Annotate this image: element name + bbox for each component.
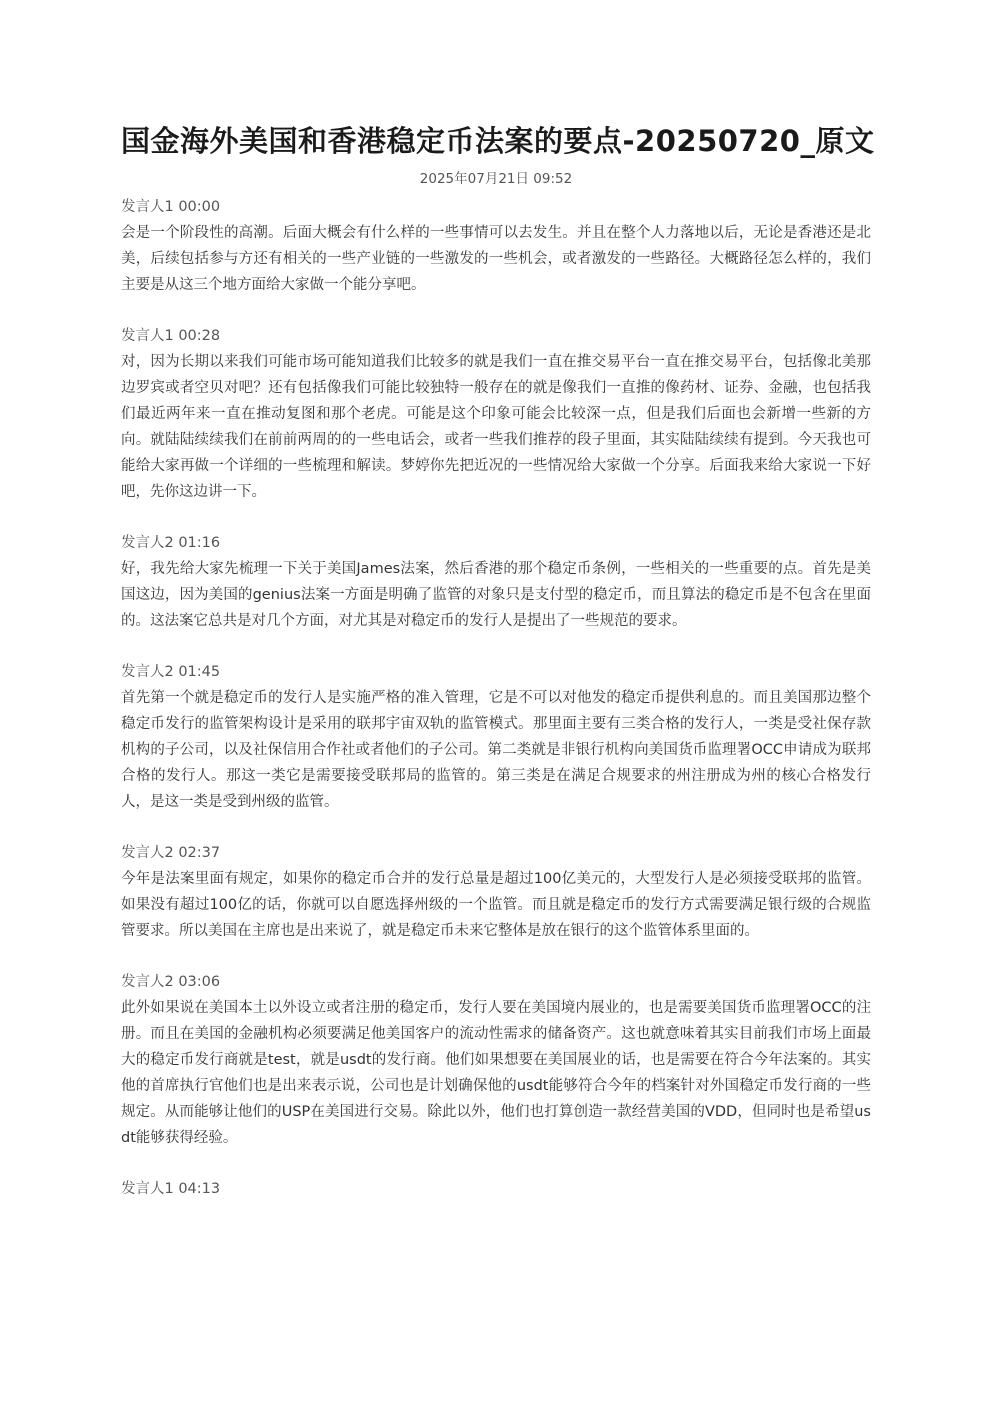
speaker-timestamp: 发言人1 00:00 [121,199,221,215]
speaker-timestamp: 发言人2 01:16 [121,535,221,551]
speech-text: 好，我先给大家先梳理一下关于美国James法案，然后香港的那个稳定币条例，一些相关的一些重要的点。首先是美国这边，因为美国的genius法案一方面是明确了监管的对象只是支付型的稳定币，而且算法的稳定币是不包含在里面的。这法案它总共是对几个方面，对尤其是对稳定币的发行人是提出了一些规范的要求。 [121,561,871,629]
speech-text: 会是一个阶段性的高潮。后面大概会有什么样的一些事情可以去发生。并且在整个人力落地以后，无论是香港还是北美，后续包括参与方还有相关的一些产业链的一些激发的一些机会，或者激发的一些路径。大概路径怎么样的，我们主要是从这三个地方面给大家做一个能分享吧。 [121,225,871,293]
transcript-segment [121,1176,871,1202]
speech-text: 今年是法案里面有规定，如果你的稳定币合并的发行总量是超过100亿美元的，大型发行人是必须接受联邦的监管。如果没有超过100亿的话，你就可以自愿选择州级的一个监管。而且就是稳定币的发行方式需要满足银行级的合规监管要求。所以美国在主席也是出来说了，就是稳定币未来它整体是放在银行的这个监管体系里面的。 [121,871,871,939]
transcript-segment [121,323,871,505]
document-title: 国金海外美国和香港稳定币法案的要点-20250720_原文 [121,124,875,158]
transcript-segment [121,194,871,298]
transcript [121,194,871,1202]
speech-text: 对，因为长期以来我们可能市场可能知道我们比较多的就是我们一直在推交易平台一直在推交易平台，包括像北美那边罗宾或者空贝对吧？还有包括像我们可能比较独特一般存在的就是像我们一直推的像药材、证券、金融，也包括我们最近两年来一直在推动复图和那个老虎。可能是这个印象可能会比较深一点，但是我们后面也会新增一些新的方向。就陆陆续续我们在前前两周的的一些电话会，或者一些我们推荐的段子里面，其实陆陆续续有提到。今天我也可能给大家再做一个详细的一些梳理和解读。梦婷你先把近况的一些情况给大家做一个分享。后面我来给大家说一下好吧，先你这边讲一下。 [121,354,871,500]
speech-text: 首先第一个就是稳定币的发行人是实施严格的准入管理，它是不可以对他发的稳定币提供利息的。而且美国那边整个稳定币发行的监管架构设计是采用的联邦宇宙双轨的监管模式。那里面主要有三类合格的发行人，一类是受社保存款机构的子公司，以及社保信用合作社或者他们的子公司。第二类就是非银行机构向美国货币监理署OCC申请成为联邦合格的发行人。那这一类它是需要接受联邦局的监管的。第三类是在满足合规要求的州注册成为州的核心合格发行人，是这一类是受到州级的监管。 [121,690,871,810]
speaker-timestamp: 发言人2 03:06 [121,974,221,990]
transcript-segment [121,659,871,815]
speaker-timestamp: 发言人2 01:45 [121,664,221,680]
transcript-segment [121,840,871,944]
document-date: 2025年07月21日 09:52 [419,171,573,187]
speaker-timestamp: 发言人1 04:13 [121,1181,221,1197]
transcript-segment [121,530,871,634]
document-page [121,120,875,1227]
transcript-segment [121,969,871,1151]
speaker-timestamp: 发言人2 02:37 [121,845,221,861]
speech-text: 此外如果说在美国本土以外设立或者注册的稳定币，发行人要在美国境内展业的，也是需要美国货币监理署OCC的注册。而且在美国的金融机构必须要满足他美国客户的流动性需求的储备资产。这也就意味着其实目前我们市场上面最大的稳定币发行商就是test，就是usdt的发行商。他们如果想要在美国展业的话，也是需要在符合今年法案的。其实他的首席执行官他们也是出来表示说，公司也是计划确保他的usdt能够符合今年的档案针对外国稳定币发行商的一些规定。从而能够让他们的USP在美国进行交易。除此以外，他们也打算创造一款经营美国的VDD，但同时也是希望usdt能够获得经验。 [121,1000,871,1146]
speaker-timestamp: 发言人1 00:28 [121,328,221,344]
